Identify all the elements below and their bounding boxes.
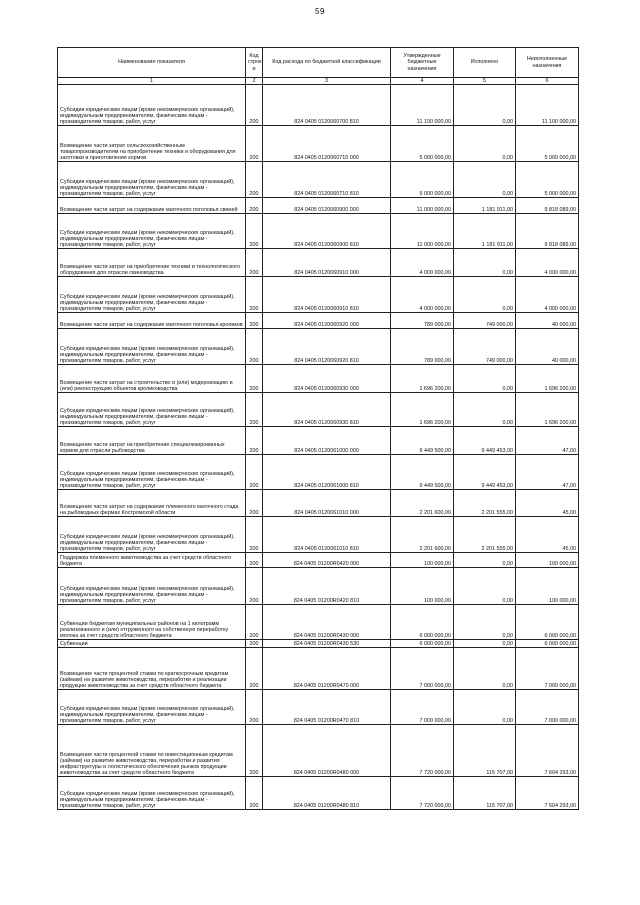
header-unexecuted-appropriations: Неисполненные назначения [516,48,579,78]
row-budget-code: 824 0405 0120060910 000 [263,249,391,277]
row-executed-amount: 0,00 [454,553,516,568]
row-budget-code: 824 0405 01200R0420 810 [263,568,391,605]
row-line-code: 200 [246,725,263,777]
row-budget-code: 824 0405 0120060710 000 [263,126,391,162]
row-line-code: 200 [246,490,263,517]
row-indicator-name: Поддержка племенного животноводства за счет средств областного бюджета [58,553,246,568]
row-line-code: 200 [246,777,263,810]
row-indicator-name: Субсидии юридическим лицам (кроме некоммерческих организаций), индивидуальным предпринимателям, физическим лицам - производителям товаров, работ, услуг [58,455,246,490]
row-executed-amount: 0,00 [454,648,516,690]
row-line-code: 200 [246,126,263,162]
table-row [58,329,579,365]
row-budget-code: 824 0405 0120060920 000 [263,313,391,329]
row-indicator-name: Субсидии юридическим лицам (кроме некоммерческих организаций), индивидуальным предпринимателям, физическим лицам - производителям товаров, работ, услуг [58,329,246,365]
row-executed-amount: 1 181 911,00 [454,198,516,214]
row-executed-amount: 0,00 [454,85,516,126]
row-unexecuted-amount: 45,00 [516,517,579,553]
row-approved-amount: 789 000,00 [391,313,454,329]
column-number: 4 [391,78,454,85]
row-line-code: 200 [246,249,263,277]
row-approved-amount: 5 000 000,00 [391,126,454,162]
row-executed-amount: 1 181 911,00 [454,214,516,249]
row-indicator-name: Возмещение части процентной ставки по краткосрочным кредитам (займам) на развитие животноводства, переработки и реализации продукции животноводства за счет средств областного бюджета [58,648,246,690]
row-budget-code: 824 0405 0120060700 810 [263,85,391,126]
header-budget-classification-code: Код расхода по бюджетной классификации [263,48,391,78]
column-number: 6 [516,78,579,85]
row-unexecuted-amount: 1 696 200,00 [516,393,579,427]
row-unexecuted-amount: 7 000 000,00 [516,648,579,690]
header-executed: Исполнено [454,48,516,78]
row-line-code: 200 [246,640,263,648]
row-indicator-name: Субсидии юридическим лицам (кроме некоммерческих организаций), индивидуальным предпринимателям, физическим лицам - производителям товаров, работ, услуг [58,517,246,553]
row-executed-amount: 0,00 [454,568,516,605]
row-line-code: 200 [246,517,263,553]
row-budget-code: 824 0405 0120060930 000 [263,365,391,393]
row-budget-code: 824 0405 01200R0480 810 [263,777,391,810]
row-approved-amount: 7 720 000,00 [391,725,454,777]
row-unexecuted-amount: 4 000 000,00 [516,277,579,313]
row-indicator-name: Возмещение части затрат на приобретение техники и технологического оборудования для отрасли свиноводства [58,249,246,277]
table-row [58,490,579,517]
row-line-code: 200 [246,553,263,568]
row-approved-amount: 11 100 000,00 [391,85,454,126]
row-indicator-name: Возмещение части затрат на строительство и (или) модернизацию и (или) реконструкцию объектов кролиководства [58,365,246,393]
table-body [58,85,579,810]
row-executed-amount: 0,00 [454,365,516,393]
table-row [58,126,579,162]
row-budget-code: 824 0405 01200R0430 000 [263,605,391,640]
row-indicator-name: Субсидии юридическим лицам (кроме некоммерческих организаций), индивидуальным предпринимателям, физическим лицам - производителям товаров, работ, услуг [58,277,246,313]
row-executed-amount: 749 000,00 [454,329,516,365]
row-executed-amount: 0,00 [454,605,516,640]
row-executed-amount: 115 707,00 [454,777,516,810]
row-indicator-name: Возмещение части затрат на приобретение специализированных кормов для отрасли рыбоводства [58,427,246,455]
budget-report-table [57,47,579,810]
row-indicator-name: Возмещение части затрат сельскохозяйственным товаропроизводителям на приобретение техники и оборудования для заготовки и приготовления кормов [58,126,246,162]
row-executed-amount: 749 000,00 [454,313,516,329]
row-indicator-name: Возмещение части затрат на содержание маточного поголовья кроликов [58,313,246,329]
row-budget-code: 824 0405 0120061000 000 [263,427,391,455]
row-indicator-name: Субсидии юридическим лицам (кроме некоммерческих организаций), индивидуальным предпринимателям, физическим лицам - производителям товаров, работ, услуг [58,393,246,427]
table-row [58,393,579,427]
header-indicator-name: Наименование показателя [58,48,246,78]
row-approved-amount: 6 000 000,00 [391,640,454,648]
row-approved-amount: 4 000 000,00 [391,249,454,277]
row-line-code: 200 [246,427,263,455]
row-budget-code: 824 0405 0120060930 810 [263,393,391,427]
row-unexecuted-amount: 45,00 [516,490,579,517]
row-line-code: 200 [246,393,263,427]
table-row [58,640,579,648]
row-unexecuted-amount: 1 696 200,00 [516,365,579,393]
table-row [58,214,579,249]
row-line-code: 200 [246,605,263,640]
row-line-code: 200 [246,455,263,490]
row-line-code: 200 [246,568,263,605]
row-executed-amount: 115 707,00 [454,725,516,777]
table-row [58,162,579,198]
row-unexecuted-amount: 40 000,00 [516,313,579,329]
row-budget-code: 824 0405 0120061010 810 [263,517,391,553]
row-indicator-name: Субсидии юридическим лицам (кроме некоммерческих организаций), индивидуальным предпринимателям, физическим лицам - производителям товаров, работ, услуг [58,85,246,126]
column-number: 2 [246,78,263,85]
table-row [58,455,579,490]
table-row [58,85,579,126]
row-executed-amount: 2 201 555,00 [454,517,516,553]
row-approved-amount: 9 449 500,00 [391,455,454,490]
row-indicator-name: Субсидии юридическим лицам (кроме некоммерческих организаций), индивидуальным предпринимателям, физическим лицам - производителям товаров, работ, услуг [58,214,246,249]
row-budget-code: 824 0405 0120060710 810 [263,162,391,198]
row-unexecuted-amount: 5 000 000,00 [516,126,579,162]
row-budget-code: 824 0405 0120060920 810 [263,329,391,365]
column-number-row [58,78,579,85]
row-approved-amount: 9 449 500,00 [391,427,454,455]
row-line-code: 200 [246,85,263,126]
row-indicator-name: Субсидии юридическим лицам (кроме некоммерческих организаций), индивидуальным предпринимателям, физическим лицам - производителям товаров, работ, услуг [58,777,246,810]
row-indicator-name: Субвенции [58,640,246,648]
row-budget-code: 824 0405 0120060900 810 [263,214,391,249]
row-indicator-name: Субсидии юридическим лицам (кроме некоммерческих организаций), индивидуальным предпринимателям, физическим лицам - производителям товаров, работ, услуг [58,162,246,198]
row-unexecuted-amount: 6 000 000,00 [516,605,579,640]
page-number: 59 [315,7,325,16]
header-line-code: Код строк и [246,48,263,78]
row-unexecuted-amount: 40 000,00 [516,329,579,365]
row-budget-code: 824 0405 01200R0480 000 [263,725,391,777]
row-unexecuted-amount: 47,00 [516,427,579,455]
table-row [58,690,579,725]
table-row [58,198,579,214]
table-row [58,249,579,277]
row-approved-amount: 5 000 000,00 [391,162,454,198]
table-row [58,568,579,605]
row-unexecuted-amount: 7 000 000,00 [516,690,579,725]
row-indicator-name: Возмещение части затрат на содержание племенного маточного стада на рыбоводных фермах Костромской области [58,490,246,517]
row-budget-code: 824 0405 0120061010 000 [263,490,391,517]
table-row [58,313,579,329]
row-unexecuted-amount: 5 000 000,00 [516,162,579,198]
row-executed-amount: 9 449 453,00 [454,455,516,490]
row-budget-code: 824 0405 0120060900 000 [263,198,391,214]
row-executed-amount: 0,00 [454,393,516,427]
row-line-code: 200 [246,690,263,725]
row-unexecuted-amount: 7 604 293,00 [516,725,579,777]
row-indicator-name: Субсидии юридическим лицам (кроме некоммерческих организаций), индивидуальным предпринимателям, физическим лицам - производителям товаров, работ, услуг [58,690,246,725]
row-line-code: 200 [246,365,263,393]
row-budget-code: 824 0405 01200R0430 530 [263,640,391,648]
row-approved-amount: 1 696 200,00 [391,365,454,393]
row-approved-amount: 7 000 000,00 [391,690,454,725]
row-line-code: 200 [246,313,263,329]
row-approved-amount: 7 720 000,00 [391,777,454,810]
row-indicator-name: Возмещение части процентной ставки по инвестиционным кредитам (займам) на развитие животноводства, переработки и развития инфраструктуры и логистического обеспечения рынков продукции животноводства за счет средств областного бюджета [58,725,246,777]
row-executed-amount: 0,00 [454,690,516,725]
row-indicator-name: Возмещение части затрат на содержание маточного поголовья свиней [58,198,246,214]
row-unexecuted-amount: 100 000,00 [516,553,579,568]
row-line-code: 200 [246,214,263,249]
row-approved-amount: 4 000 000,00 [391,277,454,313]
row-unexecuted-amount: 100 000,00 [516,568,579,605]
row-budget-code: 824 0405 01200R0420 000 [263,553,391,568]
row-line-code: 200 [246,277,263,313]
row-indicator-name: Субсидии юридическим лицам (кроме некоммерческих организаций), индивидуальным предпринимателям, физическим лицам - производителям товаров, работ, услуг [58,568,246,605]
column-number: 3 [263,78,391,85]
header-approved-appropriations: Утвержденные бюджетные назначения [391,48,454,78]
row-approved-amount: 6 000 000,00 [391,605,454,640]
row-unexecuted-amount: 7 604 293,00 [516,777,579,810]
table-row [58,365,579,393]
row-executed-amount: 9 449 453,00 [454,427,516,455]
row-unexecuted-amount: 4 000 000,00 [516,249,579,277]
column-number: 5 [454,78,516,85]
row-approved-amount: 11 000 000,00 [391,198,454,214]
table-row [58,777,579,810]
row-line-code: 200 [246,162,263,198]
row-indicator-name: Субвенции бюджетам муниципальных районов на 1 килограмм реализованного и (или) отгруженного на собственную переработку молока за счет средств областного бюджета [58,605,246,640]
row-executed-amount: 0,00 [454,162,516,198]
table-row [58,517,579,553]
row-approved-amount: 2 201 600,00 [391,490,454,517]
row-approved-amount: 7 000 000,00 [391,648,454,690]
row-line-code: 200 [246,648,263,690]
row-line-code: 200 [246,329,263,365]
row-approved-amount: 100 000,00 [391,568,454,605]
row-budget-code: 824 0405 0120060910 810 [263,277,391,313]
row-executed-amount: 0,00 [454,249,516,277]
row-executed-amount: 0,00 [454,640,516,648]
row-line-code: 200 [246,198,263,214]
row-budget-code: 824 0405 01200R0470 000 [263,648,391,690]
row-unexecuted-amount: 11 100 000,00 [516,85,579,126]
table-row [58,725,579,777]
row-approved-amount: 11 000 000,00 [391,214,454,249]
row-approved-amount: 1 696 200,00 [391,393,454,427]
row-unexecuted-amount: 9 818 089,00 [516,214,579,249]
row-approved-amount: 789 000,00 [391,329,454,365]
row-unexecuted-amount: 6 000 000,00 [516,640,579,648]
table-row [58,427,579,455]
row-executed-amount: 0,00 [454,277,516,313]
table-row [58,277,579,313]
row-approved-amount: 2 201 600,00 [391,517,454,553]
header-row [58,48,579,78]
row-budget-code: 824 0405 01200R0470 810 [263,690,391,725]
column-number: 1 [58,78,246,85]
row-unexecuted-amount: 9 818 089,00 [516,198,579,214]
table-row [58,553,579,568]
row-unexecuted-amount: 47,00 [516,455,579,490]
table-row [58,648,579,690]
row-approved-amount: 100 000,00 [391,553,454,568]
row-executed-amount: 0,00 [454,126,516,162]
row-budget-code: 824 0405 0120061000 810 [263,455,391,490]
table-row [58,605,579,640]
row-executed-amount: 2 201 555,00 [454,490,516,517]
